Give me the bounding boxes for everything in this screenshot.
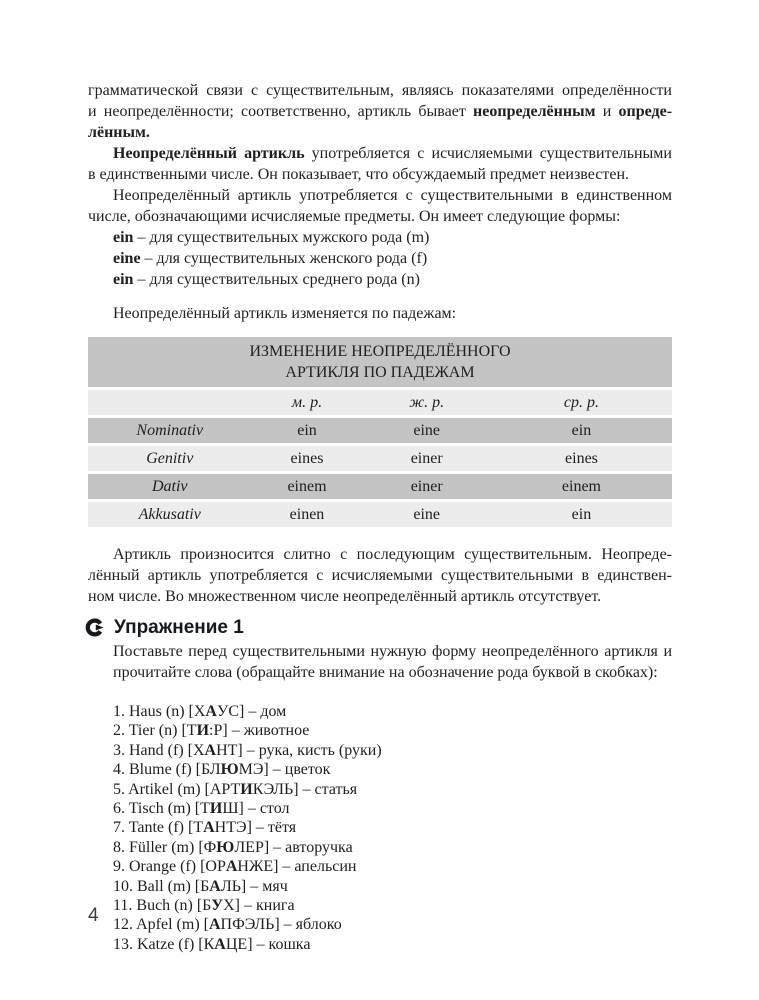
word-text: Х] – книга xyxy=(223,897,295,915)
paragraph-line: в единственными числе. Он показывает, что обсуждаемый предмет неизвестен. xyxy=(88,166,630,183)
neuter-form-cell: ein xyxy=(571,506,592,523)
word-text: ПФЭЛЬ] – яблоко xyxy=(220,916,342,934)
table-header-cell-masculine: м. р. xyxy=(291,394,323,411)
paragraph-line: Поставьте перед существительными нужную форму неопределённого артикля и xyxy=(113,643,672,660)
stressed-letter: А xyxy=(205,703,217,720)
circular-arrow-icon xyxy=(85,618,104,637)
paragraph-line: ном числе. Во множественном числе неопределённый артикль отсутствует. xyxy=(88,588,602,605)
word-item xyxy=(113,741,672,760)
article-forms-list xyxy=(88,227,672,290)
stressed-letter: У xyxy=(211,897,224,915)
exercise-title: Упражнение 1 xyxy=(114,617,244,638)
word-list xyxy=(113,702,672,954)
body-text xyxy=(88,544,672,607)
word-text: 11. Buch (n) [Б xyxy=(113,897,212,915)
table-row xyxy=(88,474,672,499)
page-number: 4 xyxy=(88,905,99,926)
stressed-letter: А xyxy=(204,741,217,759)
case-name-cell: Akkusativ xyxy=(138,506,201,523)
word-item xyxy=(113,877,672,896)
table-row xyxy=(88,418,672,443)
paragraph-line: лённый артикль употребляется с исчисляемыми существительными в единствен- xyxy=(88,567,672,584)
stressed-letter: И xyxy=(240,780,253,798)
table-title xyxy=(88,337,672,387)
stressed-letter: И xyxy=(209,800,223,818)
word-text: МЭ] – цветок xyxy=(238,761,331,779)
masculine-form-cell: einem xyxy=(287,478,327,495)
paragraph-line: прочитайте слова (обращайте внимание на обозначение рода буквой в скобках): xyxy=(113,664,658,681)
neuter-form-cell: eines xyxy=(565,450,598,467)
word-text: ЛЬ] – мяч xyxy=(220,877,288,895)
stressed-letter: А xyxy=(208,916,221,934)
word-item xyxy=(113,818,672,837)
word-text: 9. Orange (f) [ОР xyxy=(113,858,226,876)
article-form: ein xyxy=(113,229,134,246)
word-item xyxy=(113,780,672,799)
word-text: 3. Hand (f) [Х xyxy=(113,741,205,759)
word-text: 10. Ball (m) [Б xyxy=(113,877,210,895)
word-text: 2. Tier (n) [Т xyxy=(113,722,197,740)
word-text: 5. Artikel (m) [АРТ xyxy=(113,780,241,798)
neuter-form-cell: einem xyxy=(561,478,601,495)
stressed-letter: И xyxy=(196,722,210,740)
masculine-form-cell: ein xyxy=(297,422,317,439)
word-text: 4. Blume (f) [БЛ xyxy=(113,761,221,779)
text-segment: употребляется с исчисляемыми существительными xyxy=(304,145,672,162)
bold-term: опреде- xyxy=(618,103,673,120)
article-form-item xyxy=(113,269,672,290)
article-form: ein xyxy=(113,271,134,288)
word-text: КЭЛЬ] – статья xyxy=(252,780,358,798)
word-text: 6. Tisch (m) [Т xyxy=(113,800,210,818)
case-name-cell: Nominativ xyxy=(136,422,204,439)
word-item xyxy=(113,838,672,857)
feminine-form-cell: einer xyxy=(410,450,443,467)
word-text: УС] – дом xyxy=(216,703,287,720)
case-name-cell: Genitiv xyxy=(146,450,194,467)
table-row xyxy=(88,502,672,527)
feminine-form-cell: einer xyxy=(410,478,443,495)
exercise-instructions xyxy=(113,641,672,683)
table-header-cell-feminine: ж. р. xyxy=(409,394,445,411)
stressed-letter: А xyxy=(209,877,221,895)
word-item xyxy=(113,760,672,779)
word-text: :Р] – животное xyxy=(209,722,310,740)
word-text: 8. Füller (m) [Ф xyxy=(113,838,217,856)
exercise-heading xyxy=(85,616,672,639)
word-text: НЖЕ] – апельсин xyxy=(237,858,357,876)
word-text: ЦЕ] – кошка xyxy=(225,935,311,953)
paragraph-line: Неопределённый артикль изменяется по падежам: xyxy=(113,305,457,322)
masculine-form-cell: einen xyxy=(289,506,325,523)
stressed-letter: А xyxy=(214,935,226,953)
word-item xyxy=(113,702,672,721)
declension-table xyxy=(88,337,672,527)
word-item xyxy=(113,896,672,915)
paragraph-line: числе, обозначающими исчисляемые предметы. Он имеет следующие формы: xyxy=(88,208,621,225)
form-description: – для существительных женского рода (f) xyxy=(140,250,428,267)
table-row xyxy=(88,446,672,471)
paragraph-line: Артикль произносится слитно с последующим существительным. Неопреде- xyxy=(113,546,672,563)
bold-term: неопределённым xyxy=(473,103,596,120)
stressed-letter: Ю xyxy=(220,761,239,779)
table-header-cell-neuter: ср. р. xyxy=(563,394,599,411)
masculine-form-cell: eines xyxy=(290,450,324,467)
word-text: 1. Haus (n) [Х xyxy=(113,703,206,720)
paragraph-line: Неопределённый артикль употребляется с существительными в единственном xyxy=(113,187,672,204)
text-segment: и неопределённости; соответственно, артикль бывает xyxy=(88,103,474,120)
stressed-letter: А xyxy=(203,819,215,837)
table-title-line: АРТИКЛЯ ПО ПАДЕЖАМ xyxy=(285,364,475,381)
case-name-cell: Dativ xyxy=(151,478,188,495)
article-form-item xyxy=(113,248,672,269)
body-text xyxy=(88,80,672,324)
paragraph-line xyxy=(88,122,672,143)
word-item xyxy=(113,915,672,934)
feminine-form-cell: eine xyxy=(413,422,441,439)
table-body xyxy=(88,418,672,527)
word-text: НТЭ] – тётя xyxy=(214,819,297,837)
word-item xyxy=(113,935,672,954)
neuter-form-cell: ein xyxy=(571,422,592,439)
word-text: НТ] – рука, кисть (руки) xyxy=(216,741,382,759)
article-form-item xyxy=(113,227,672,248)
article-form: eine xyxy=(113,250,141,267)
table-header-row xyxy=(88,390,672,415)
paragraph-line xyxy=(88,101,672,122)
word-text: 12. Apfel (m) [ xyxy=(113,916,209,934)
word-text: ЛЕР] – авторучка xyxy=(234,838,353,856)
stressed-letter: А xyxy=(225,858,238,876)
paragraph-line xyxy=(88,143,672,164)
bold-term: Неопределённый артикль xyxy=(113,145,305,162)
table-header-cell-empty xyxy=(88,390,252,415)
word-text: 13. Katze (f) [К xyxy=(113,935,215,953)
form-description: – для существительных среднего рода (n) xyxy=(133,271,420,288)
stressed-letter: Ю xyxy=(216,838,235,856)
text-segment: и xyxy=(595,103,619,120)
bold-term: лённым. xyxy=(88,124,150,141)
form-description: – для существительных мужского рода (m) xyxy=(133,229,430,246)
table-title-line: ИЗМЕНЕНИЕ НЕОПРЕДЕЛЁННОГО xyxy=(249,343,511,360)
word-item xyxy=(113,799,672,818)
word-item xyxy=(113,721,672,740)
word-item xyxy=(113,857,672,876)
word-text: Ш] – стол xyxy=(222,800,290,818)
word-text: 7. Tante (f) [Т xyxy=(113,819,204,837)
paragraph-line: грамматической связи с существительным, являясь показателями определённости xyxy=(88,82,672,99)
feminine-form-cell: eine xyxy=(413,506,441,523)
